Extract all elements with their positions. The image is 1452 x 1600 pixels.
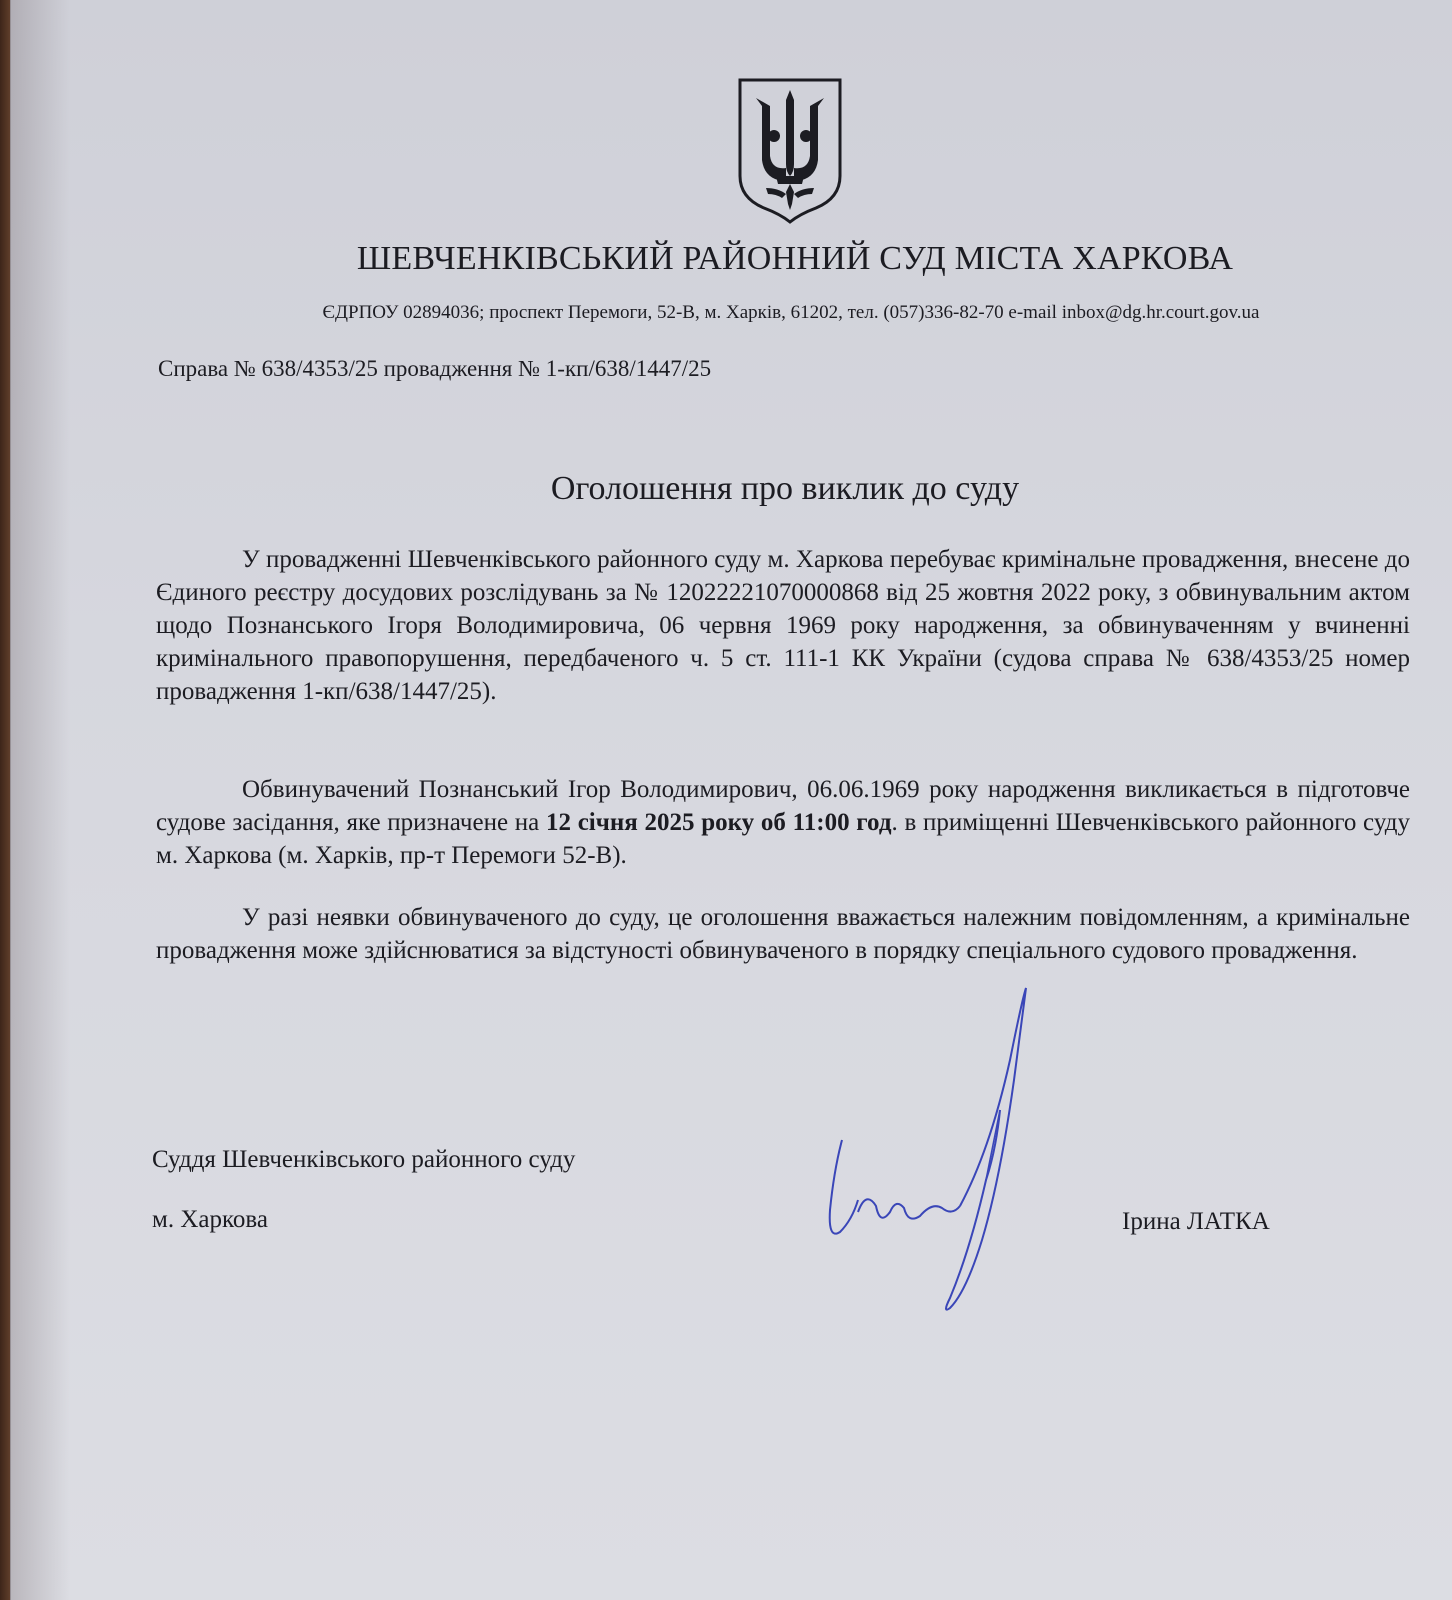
paragraph-absence-notice: У разі неявки обвинуваченого до суду, це оголошення вважається належним повідомленням, а кримінальне провадження може здійснюватися за відстуності обвинуваченого в порядку спеціального судового провадження.: [156, 904, 1410, 964]
paper-shadow: [10, 0, 70, 1600]
judge-position-line-1: Суддя Шевченківського районного суду: [152, 1146, 576, 1173]
summons-text-start: Обвинувачений Познанський Ігор Володимирович, 06.06.1969 року народження викликається в підготовче судове засідання, яке призначене на: [156, 776, 1410, 836]
coat-of-arms-icon: [736, 76, 844, 224]
judge-position-line-2: м. Харкова: [152, 1206, 268, 1233]
court-requisites: ЄДРПОУ 02894036; проспект Перемоги, 52-В, м. Харків, 61202, тел. (057)336-82-70 e-mail inbox@dg.hr.court.gov.ua: [322, 302, 1260, 323]
document-heading: Оголошення про виклик до суду: [550, 470, 1020, 507]
case-number: Справа № 638/4353/25 провадження № 1-кп/638/1447/25: [158, 356, 712, 381]
judge-name: Ірина ЛАТКА: [1122, 1208, 1270, 1235]
summons-text-end: . в приміщенні Шевченківського районного суду м. Харкова (м. Харків, пр-т Перемоги 52-В).: [156, 809, 1410, 869]
hearing-date: 12 січня 2025 року об 11:00 год: [545, 809, 892, 836]
handwritten-signature: [800, 980, 1060, 1320]
paragraph-case-description: У провадженні Шевченківського районного суду м. Харкова перебуває кримінальне провадження, внесене до Єдиного реєстру досудових розслідувань за № 12022221070000868 від 25 жовтня 2022 року, з обвинувальним актом щодо Познанського Ігоря Володимировича, 06 червня 1969 року народження, за обвинуваченням у вчиненні кримінального правопорушення, передбаченого ч. 5 ст. 111-1 КК України (судова справа № 638/4353/25 номер провадження 1-кп/638/1447/25).: [156, 546, 1410, 705]
court-title: ШЕВЧЕНКІВСЬКИЙ РАЙОННИЙ СУД МІСТА ХАРКОВА: [356, 240, 1234, 277]
paragraph-summons: [156, 773, 1410, 872]
